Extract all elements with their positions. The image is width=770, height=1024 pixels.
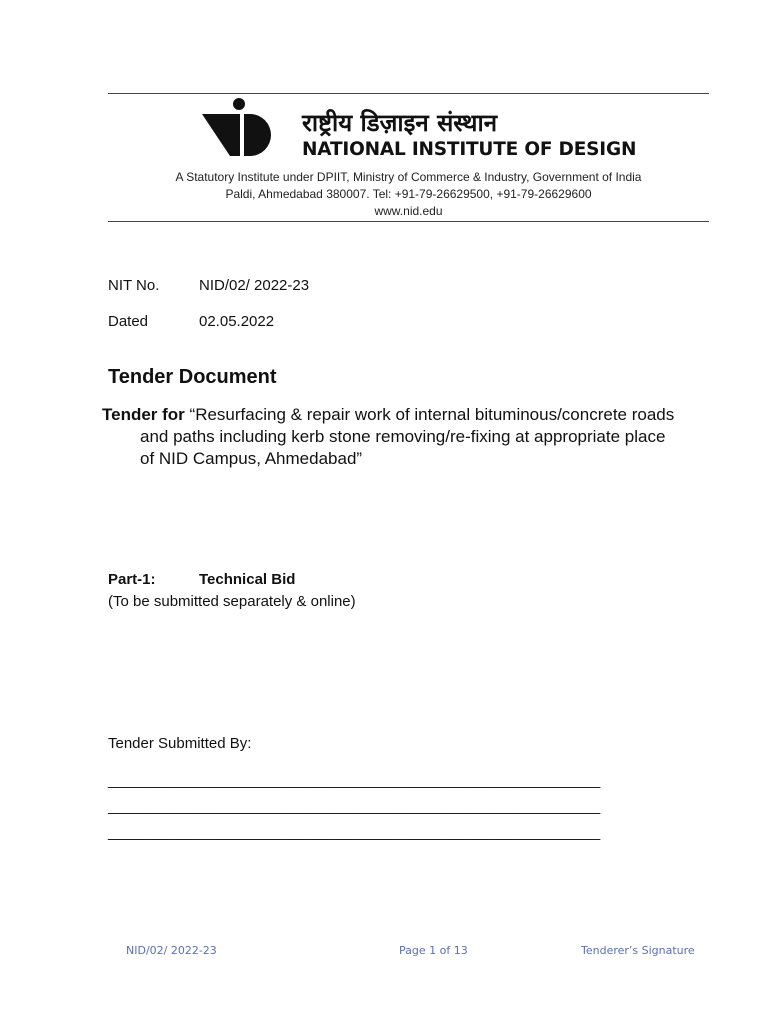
tender-for-line-3: of NID Campus, Ahmedabad”: [140, 449, 363, 468]
tender-for-lead: Tender for: [102, 405, 185, 424]
institute-name-hindi: राष्ट्रीय डिज़ाइन संस्थान: [302, 109, 498, 137]
nid-logo-icon: [200, 98, 274, 158]
header-bottom-rule: [108, 221, 709, 222]
document-title: Tender Document: [108, 366, 277, 388]
top-rule: [108, 93, 709, 94]
address-line-1: A Statutory Institute under DPIIT, Ministry of Commerce & Industry, Government of India: [175, 170, 642, 184]
submitter-blank-line-2: ___________________________________________________________: [108, 798, 601, 815]
tender-for-line-1: “Resurfacing & repair work of internal bituminous/concrete roads: [184, 405, 675, 424]
submitter-blank-line-3: ___________________________________________________________: [108, 824, 601, 841]
address-line-2: Paldi, Ahmedabad 380007. Tel: +91-79-26629500, +91-79-26629600: [225, 187, 592, 201]
dated-label: Dated: [108, 313, 149, 330]
submitted-by-label: Tender Submitted By:: [108, 735, 252, 752]
tender-for-line-2: and paths including kerb stone removing/re-fixing at appropriate place: [140, 427, 666, 446]
footer-signature: Tenderer’s Signature: [581, 944, 695, 957]
part-label: Part-1:: [108, 571, 156, 588]
nit-value: NID/02/ 2022-23: [199, 277, 310, 294]
dated-value: 02.05.2022: [199, 313, 275, 330]
part-note: (To be submitted separately & online): [108, 593, 356, 610]
part-value: Technical Bid: [199, 571, 296, 588]
tender-description: [102, 404, 712, 470]
nit-label: NIT No.: [108, 277, 160, 294]
website-link[interactable]: www.nid.edu: [374, 204, 443, 218]
submitter-blank-line-1: ___________________________________________________________: [108, 772, 601, 789]
footer-page-number: Page 1 of 13: [399, 944, 468, 957]
institute-name-english: NATIONAL INSTITUTE OF DESIGN: [302, 139, 637, 160]
footer-reference: NID/02/ 2022-23: [126, 944, 217, 957]
